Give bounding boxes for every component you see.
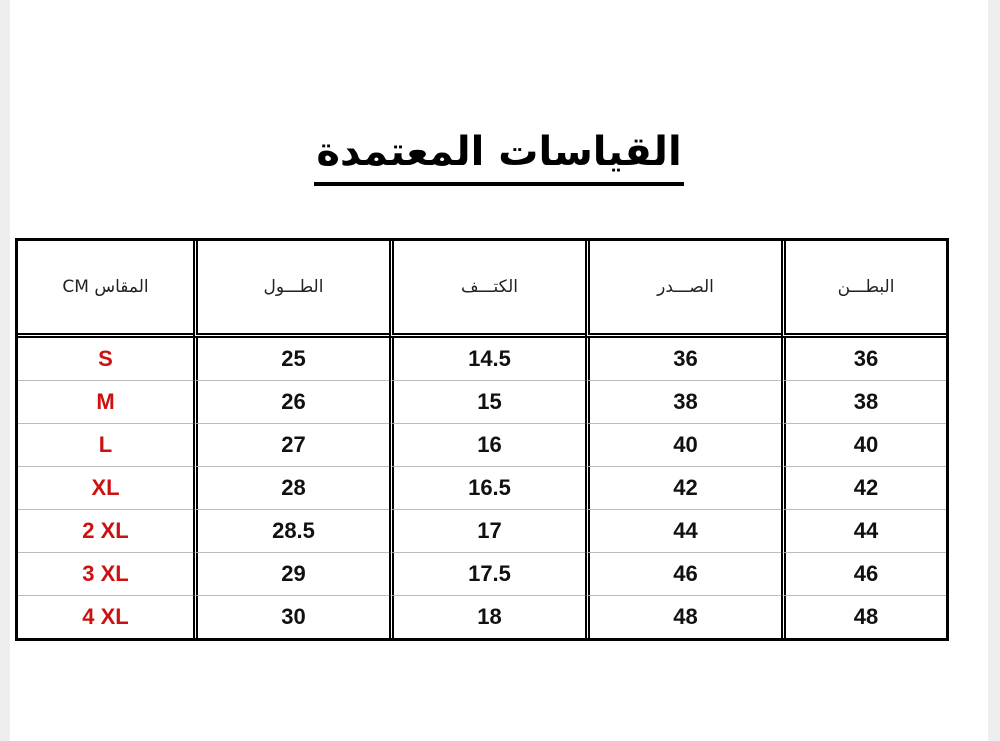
cell-length: 25 (193, 338, 389, 381)
header-shoulder: الكتـــف (389, 241, 585, 338)
cell-belly: 42 (781, 467, 946, 510)
cell-belly: 44 (781, 510, 946, 553)
title-container (10, 128, 988, 186)
table-row (18, 596, 946, 638)
table-header-row (18, 241, 946, 338)
cell-shoulder: 15 (389, 381, 585, 424)
cell-belly: 36 (781, 338, 946, 381)
cell-length: 28 (193, 467, 389, 510)
cell-belly: 38 (781, 381, 946, 424)
cell-length: 26 (193, 381, 389, 424)
cell-size: 4 XL (82, 604, 129, 629)
cell-size: 3 XL (18, 553, 193, 596)
table-row (18, 381, 946, 424)
table-row (18, 467, 946, 510)
size-chart-table (15, 238, 949, 641)
cell-chest: 42 (585, 467, 781, 510)
cell-chest: 36 (585, 338, 781, 381)
cell-length: 28.5 (193, 510, 389, 553)
cell-shoulder: 16.5 (389, 467, 585, 510)
cell-chest: 44 (585, 510, 781, 553)
cell-shoulder: 16 (389, 424, 585, 467)
table-row (18, 424, 946, 467)
cell-shoulder: 17 (389, 510, 585, 553)
cell-length: 29 (193, 553, 389, 596)
header-belly: البطـــن (781, 241, 946, 338)
cell-chest: 46 (585, 553, 781, 596)
header-length: الطـــول (193, 241, 389, 338)
page-title: القياسات المعتمدة (314, 128, 683, 186)
cell-length: 27 (193, 424, 389, 467)
cell-chest: 48 (585, 596, 781, 638)
cell-shoulder: 18 (389, 596, 585, 638)
cell-shoulder: 14.5 (389, 338, 585, 381)
cell-chest: 40 (585, 424, 781, 467)
document-page (10, 0, 988, 741)
cell-length: 30 (193, 596, 389, 638)
cell-belly: 48 (781, 596, 946, 638)
cell-size: XL (18, 467, 193, 510)
table-row (18, 338, 946, 381)
cell-shoulder: 17.5 (389, 553, 585, 596)
cell-belly: 46 (781, 553, 946, 596)
header-size: المقاس CM (18, 241, 193, 338)
header-chest: الصـــدر (585, 241, 781, 338)
cell-size: M (18, 381, 193, 424)
cell-size: S (18, 338, 193, 381)
cell-size: L (18, 424, 193, 467)
cell-belly: 40 (781, 424, 946, 467)
cell-chest: 38 (585, 381, 781, 424)
table-row (18, 553, 946, 596)
table-row (18, 510, 946, 553)
cell-size: 2 XL (18, 510, 193, 553)
